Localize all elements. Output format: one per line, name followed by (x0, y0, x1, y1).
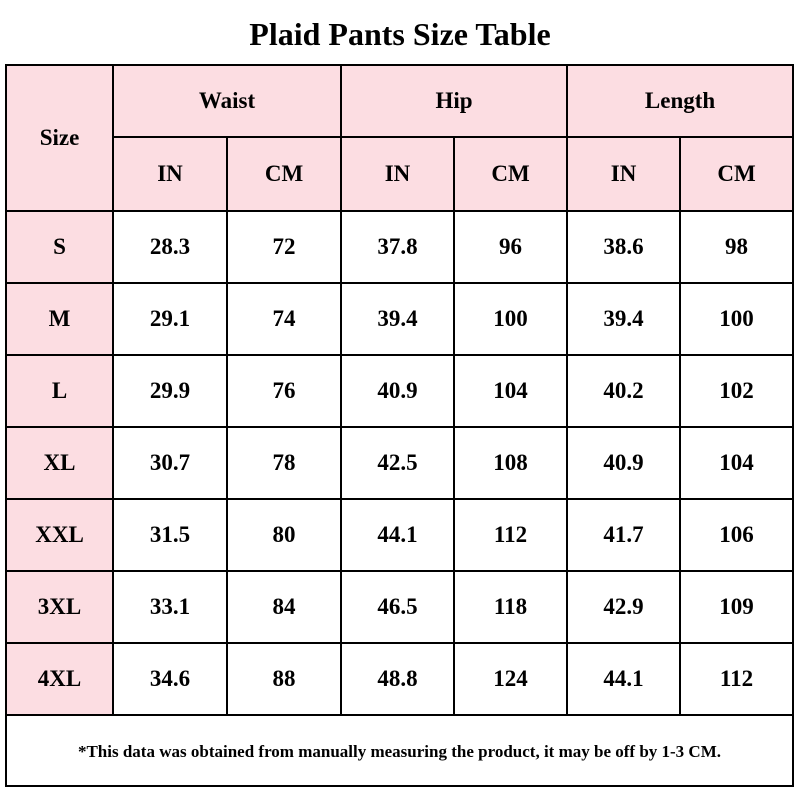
table-cell: 112 (454, 499, 567, 571)
measurement-note: *This data was obtained from manually measuring the product, it may be off by 1-3 CM. (77, 741, 722, 761)
table-cell: 37.8 (341, 211, 454, 283)
table-cell: 39.4 (341, 283, 454, 355)
table-cell: 44.1 (341, 499, 454, 571)
table-cell: 42.5 (341, 427, 454, 499)
size-label: XXL (7, 499, 113, 571)
table-row (7, 643, 792, 715)
table-cell: 80 (227, 499, 341, 571)
table-cell: 106 (680, 499, 792, 571)
table-cell: 112 (680, 643, 792, 715)
unit-header: IN (341, 137, 454, 211)
size-label: 3XL (7, 571, 113, 643)
table-cell: 88 (227, 643, 341, 715)
table-cell: 78 (227, 427, 341, 499)
table-cell: 104 (680, 427, 792, 499)
table-cell: 118 (454, 571, 567, 643)
unit-header: CM (227, 137, 341, 211)
table-cell: 104 (454, 355, 567, 427)
table-cell: 41.7 (567, 499, 680, 571)
table-cell: 100 (680, 283, 792, 355)
table-cell: 48.8 (341, 643, 454, 715)
table-cell: 98 (680, 211, 792, 283)
size-label: XL (7, 427, 113, 499)
table-cell: 42.9 (567, 571, 680, 643)
table-cell: 29.9 (113, 355, 227, 427)
table-cell: 72 (227, 211, 341, 283)
table-row (7, 427, 792, 499)
table-cell: 33.1 (113, 571, 227, 643)
table-cell: 124 (454, 643, 567, 715)
table-cell: 109 (680, 571, 792, 643)
table-cell: 100 (454, 283, 567, 355)
unit-header: CM (680, 137, 792, 211)
table-row (7, 499, 792, 571)
page-title: Plaid Pants Size Table (249, 16, 551, 52)
table-cell: 30.7 (113, 427, 227, 499)
table-cell: 38.6 (567, 211, 680, 283)
table-cell: 40.9 (567, 427, 680, 499)
table-row (7, 355, 792, 427)
waist-header: Waist (113, 66, 341, 137)
hip-header: Hip (341, 66, 567, 137)
table-row (7, 211, 792, 283)
size-label: 4XL (7, 643, 113, 715)
table-cell: 46.5 (341, 571, 454, 643)
table-cell: 39.4 (567, 283, 680, 355)
unit-header: IN (113, 137, 227, 211)
length-header: Length (567, 66, 792, 137)
size-label: L (7, 355, 113, 427)
table-row (7, 571, 792, 643)
unit-header: CM (454, 137, 567, 211)
table-cell: 29.1 (113, 283, 227, 355)
table-cell: 108 (454, 427, 567, 499)
unit-header: IN (567, 137, 680, 211)
table-row (7, 283, 792, 355)
size-table (7, 66, 792, 716)
table-cell: 102 (680, 355, 792, 427)
table-cell: 34.6 (113, 643, 227, 715)
table-cell: 76 (227, 355, 341, 427)
size-label: M (7, 283, 113, 355)
table-cell: 31.5 (113, 499, 227, 571)
table-cell: 96 (454, 211, 567, 283)
table-cell: 28.3 (113, 211, 227, 283)
size-table-frame (5, 64, 794, 787)
size-label: S (7, 211, 113, 283)
table-cell: 44.1 (567, 643, 680, 715)
header-row-groups (7, 66, 792, 137)
size-column-header: Size (7, 66, 113, 211)
table-cell: 84 (227, 571, 341, 643)
header-row-units (7, 137, 792, 211)
table-cell: 74 (227, 283, 341, 355)
table-cell: 40.9 (341, 355, 454, 427)
table-cell: 40.2 (567, 355, 680, 427)
